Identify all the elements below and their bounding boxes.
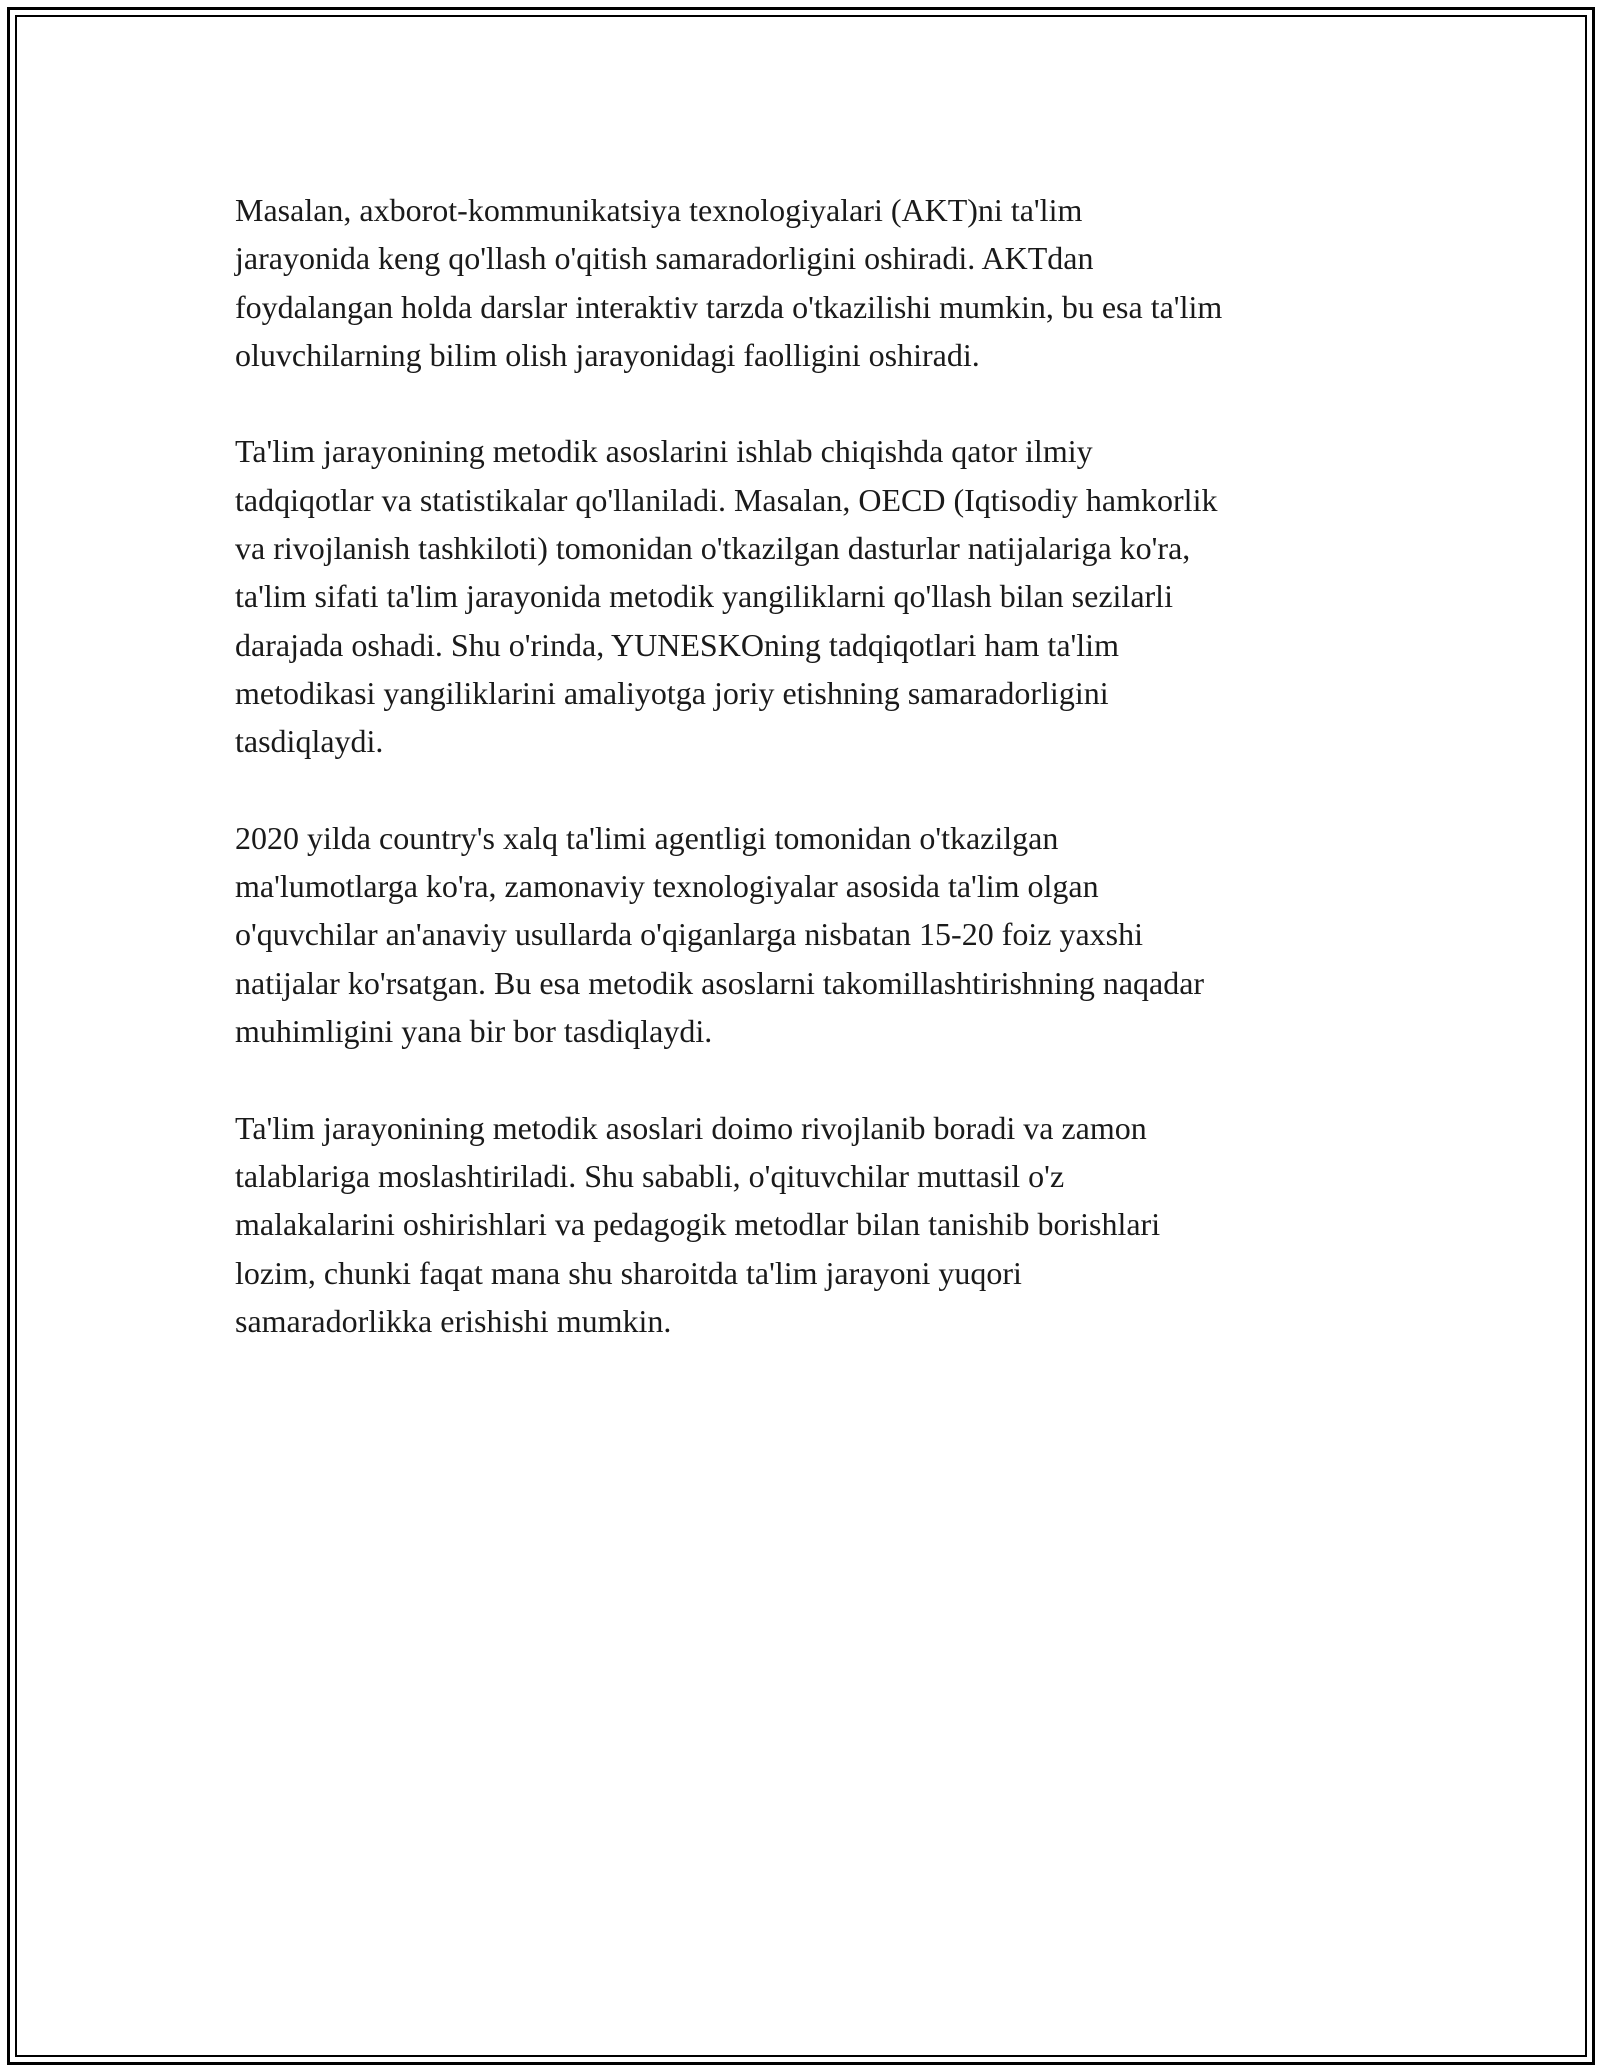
paragraph-1	[235, 186, 1375, 379]
text-line: lozim, chunki faqat mana shu sharoitda ta'lim jarayoni yuqori	[235, 1254, 1022, 1291]
document-body	[235, 186, 1375, 1345]
paragraph-4	[235, 1104, 1375, 1345]
text-line: foydalangan holda darslar interaktiv tarzda o'tkazilishi mumkin, bu esa ta'lim	[235, 288, 1223, 325]
text-line: tasdiqlaydi.	[235, 723, 384, 760]
text-line: ma'lumotlarga ko'ra, zamonaviy texnologiyalar asosida ta'lim olgan	[235, 868, 1099, 905]
text-line: talablariga moslashtiriladi. Shu sababli, o'qituvchilar muttasil o'z	[235, 1157, 1065, 1194]
text-line: Ta'lim jarayonining metodik asoslari doimo rivojlanib boradi va zamon	[235, 1109, 1147, 1146]
text-line: samaradorlikka erishishi mumkin.	[235, 1302, 672, 1339]
text-line: ta'lim sifati ta'lim jarayonida metodik yangiliklarni qo'llash bilan sezilarli	[235, 578, 1173, 615]
text-line: metodikasi yangiliklarini amaliyotga joriy etishning samaradorligini	[235, 674, 1109, 711]
paragraph-2	[235, 427, 1375, 765]
text-line: malakalarini oshirishlari va pedagogik metodlar bilan tanishib borishlari	[235, 1206, 1161, 1243]
text-line: Masalan, axborot-kommunikatsiya texnologiyalari (AKT)ni ta'lim	[235, 192, 1083, 228]
text-line: o'quvchilar an'anaviy usullarda o'qiganlarga nisbatan 15-20 foiz yaxshi	[235, 916, 1143, 953]
text-line: 2020 yilda country's xalq ta'limi agentligi tomonidan o'tkazilgan	[235, 819, 1059, 856]
text-line: tadqiqotlar va statistikalar qo'llaniladi. Masalan, OECD (Iqtisodiy hamkorlik	[235, 481, 1218, 518]
text-line: natijalar ko'rsatgan. Bu esa metodik asoslarni takomillashtirishning naqadar	[235, 964, 1205, 1001]
paragraph-3	[235, 814, 1375, 1055]
text-line: va rivojlanish tashkiloti) tomonidan o'tkazilgan dasturlar natijalariga ko'ra,	[235, 530, 1191, 567]
text-line: jarayonida keng qo'llash o'qitish samaradorligini oshiradi. AKTdan	[235, 240, 1094, 277]
text-line: Ta'lim jarayonining metodik asoslarini ishlab chiqishda qator ilmiy	[235, 433, 1093, 470]
text-line: muhimligini yana bir bor tasdiqlaydi.	[235, 1013, 713, 1050]
text-line: oluvchilarning bilim olish jarayonidagi faolligini oshiradi.	[235, 336, 980, 373]
text-line: darajada oshadi. Shu o'rinda, YUNESKOning tadqiqotlari ham ta'lim	[235, 626, 1119, 663]
